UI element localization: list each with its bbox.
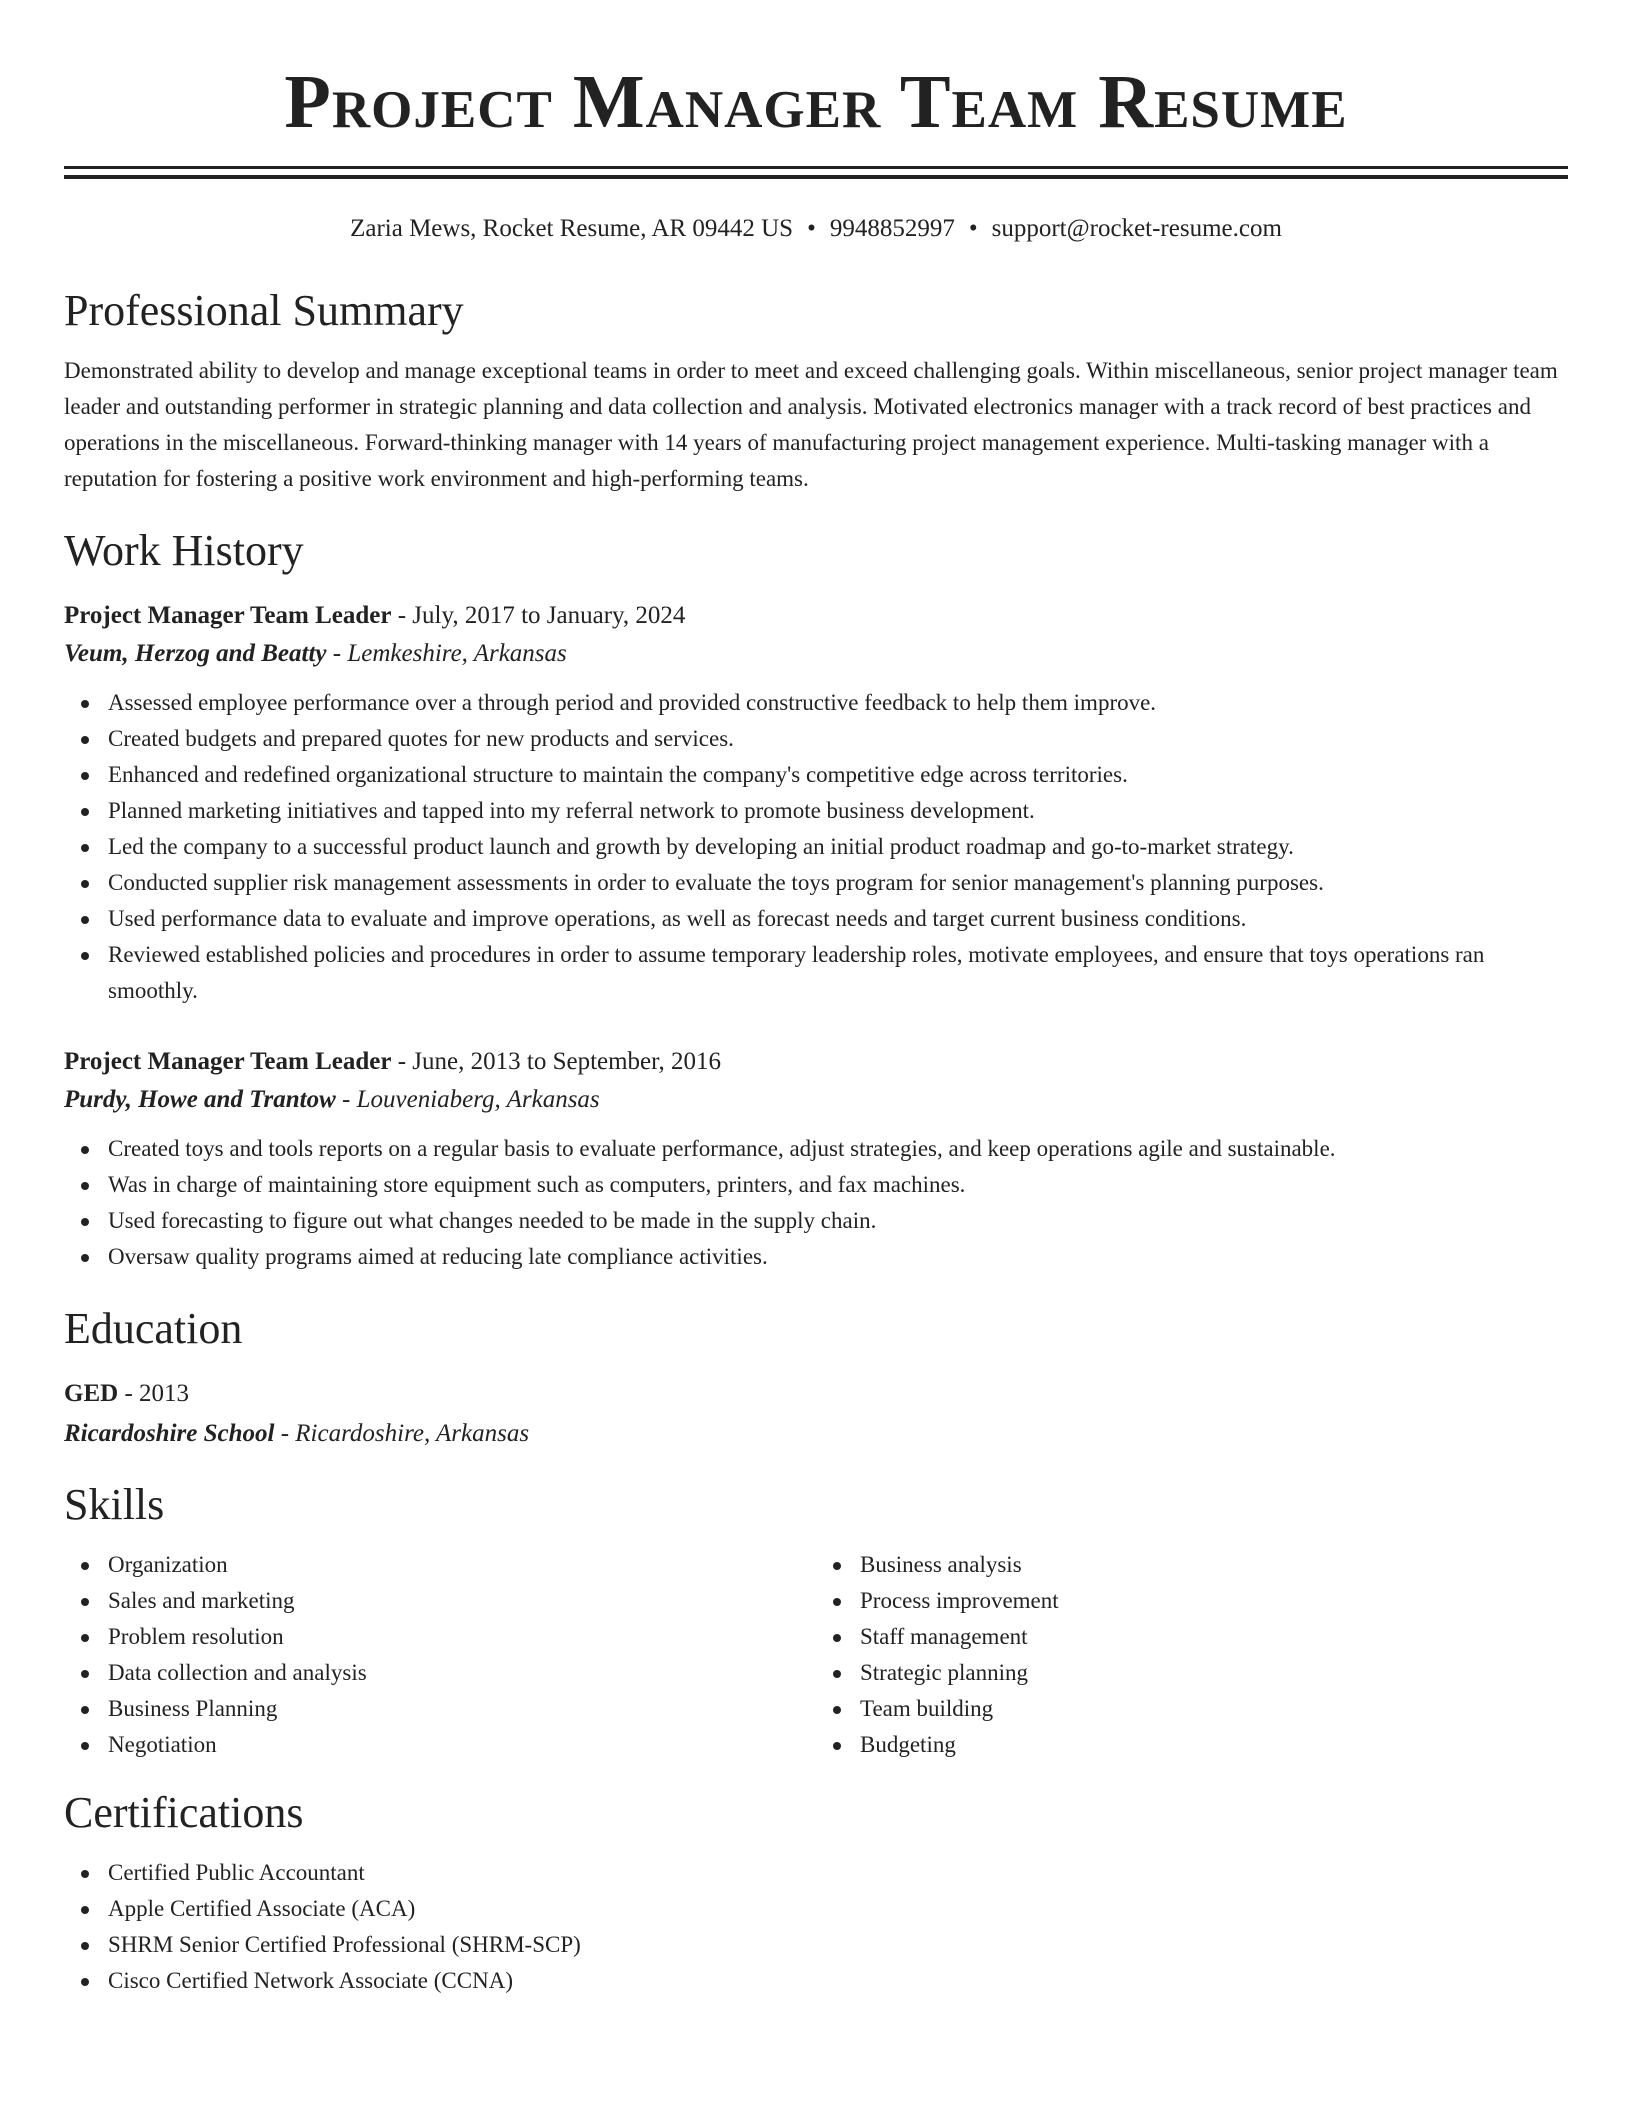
skills-list-left — [64, 1547, 816, 1763]
certification-item: Apple Certified Associate (ACA) — [108, 1891, 1568, 1927]
education-school: Ricardoshire School — [64, 1420, 275, 1447]
work-history-heading: Work History — [64, 526, 304, 575]
certification-item: SHRM Senior Certified Professional (SHRM-SCP) — [108, 1927, 1568, 1963]
skill-item: Team building — [860, 1691, 1568, 1727]
job-bullet: Enhanced and redefined organizational structure to maintain the company's competitive edge across territories. — [108, 757, 1568, 793]
skill-item: Problem resolution — [108, 1619, 816, 1655]
skill-item: Sales and marketing — [108, 1583, 816, 1619]
contact-separator: • — [968, 215, 978, 242]
contact-line — [64, 213, 1568, 245]
job-bullet: Was in charge of maintaining store equipment such as computers, printers, and fax machines. — [108, 1167, 1568, 1203]
skill-item: Data collection and analysis — [108, 1655, 816, 1691]
job-bullet: Oversaw quality programs aimed at reducing late compliance activities. — [108, 1239, 1568, 1275]
summary-text: Demonstrated ability to develop and manage exceptional teams in order to meet and exceed challenging goals. Within miscellaneous, senior project manager team leader and outstanding performer in strategic planning and data collection and analysis. Motivated electronics manager with a track record of best practices and operations in the miscellaneous. Forward-thinking manager with 14 years of manufacturing project management experience. Multi-tasking manager with a reputation for fostering a positive work environment and high-performing teams. — [64, 358, 1558, 491]
job-bullet: Reviewed established policies and procedures in order to assume temporary leadership roles, motivate employees, and ensure that toys operations ran smoothly. — [108, 937, 1568, 1009]
skill-item: Business Planning — [108, 1691, 816, 1727]
contact-phone: 9948852997 — [829, 215, 955, 242]
education-location: - Ricardoshire, Arkansas — [274, 1420, 530, 1447]
skill-item: Organization — [108, 1547, 816, 1583]
skill-item: Staff management — [860, 1619, 1568, 1655]
title-divider-thick — [64, 166, 1568, 169]
education-degree: GED — [64, 1380, 119, 1407]
skill-item: Process improvement — [860, 1583, 1568, 1619]
job-dates: - July, 2017 to January, 2024 — [391, 602, 686, 629]
job-company: Purdy, Howe and Trantow — [64, 1086, 336, 1113]
job-bullet: Planned marketing initiatives and tapped into my referral network to promote business development. — [108, 793, 1568, 829]
job-title-line — [64, 1045, 1568, 1079]
title-divider-thin — [64, 175, 1568, 179]
job-title: Project Manager Team Leader — [64, 602, 392, 629]
summary-heading: Professional Summary — [64, 286, 464, 335]
education-year: - 2013 — [118, 1380, 190, 1407]
contact-address: Zaria Mews, Rocket Resume, AR 09442 US — [350, 215, 794, 242]
skills-columns — [64, 1547, 1568, 1763]
skill-item: Business analysis — [860, 1547, 1568, 1583]
certifications-heading: Certifications — [64, 1788, 304, 1837]
education-school-line — [64, 1417, 1568, 1451]
job-bullet-list — [64, 1131, 1568, 1275]
job-title-line — [64, 599, 1568, 633]
skills-heading: Skills — [64, 1480, 165, 1529]
resume-title: Project Manager Team Resume — [284, 60, 1348, 144]
job-bullet: Assessed employee performance over a through period and provided constructive feedback to help them improve. — [108, 685, 1568, 721]
job-title: Project Manager Team Leader — [64, 1048, 392, 1075]
skill-item: Budgeting — [860, 1727, 1568, 1763]
skill-item: Negotiation — [108, 1727, 816, 1763]
education-heading: Education — [64, 1304, 243, 1353]
job-entry — [64, 599, 1568, 1009]
job-bullet: Created budgets and prepared quotes for new products and services. — [108, 721, 1568, 757]
certifications-list — [64, 1855, 1568, 1999]
contact-email: support@rocket-resume.com — [991, 215, 1282, 242]
job-bullet: Used performance data to evaluate and improve operations, as well as forecast needs and target current business conditions. — [108, 901, 1568, 937]
certification-item: Certified Public Accountant — [108, 1855, 1568, 1891]
certification-item: Cisco Certified Network Associate (CCNA) — [108, 1963, 1568, 1999]
contact-separator: • — [807, 215, 816, 242]
job-company-line — [64, 637, 1568, 671]
job-location: - Louveniaberg, Arkansas — [335, 1086, 600, 1113]
job-bullet: Used forecasting to figure out what changes needed to be made in the supply chain. — [108, 1203, 1568, 1239]
job-company: Veum, Herzog and Beatty — [64, 640, 327, 667]
skill-item: Strategic planning — [860, 1655, 1568, 1691]
job-dates: - June, 2013 to September, 2016 — [391, 1048, 721, 1075]
job-company-line — [64, 1083, 1568, 1117]
job-bullet-list — [64, 685, 1568, 1009]
skills-list-right — [816, 1547, 1568, 1763]
education-degree-line — [64, 1377, 1568, 1411]
job-entry — [64, 1045, 1568, 1275]
job-location: - Lemkeshire, Arkansas — [326, 640, 567, 667]
job-bullet: Conducted supplier risk management assessments in order to evaluate the toys program for senior management's planning purposes. — [108, 865, 1568, 901]
job-bullet: Led the company to a successful product launch and growth by developing an initial product roadmap and go-to-market strategy. — [108, 829, 1568, 865]
job-bullet: Created toys and tools reports on a regular basis to evaluate performance, adjust strategies, and keep operations agile and sustainable. — [108, 1131, 1568, 1167]
